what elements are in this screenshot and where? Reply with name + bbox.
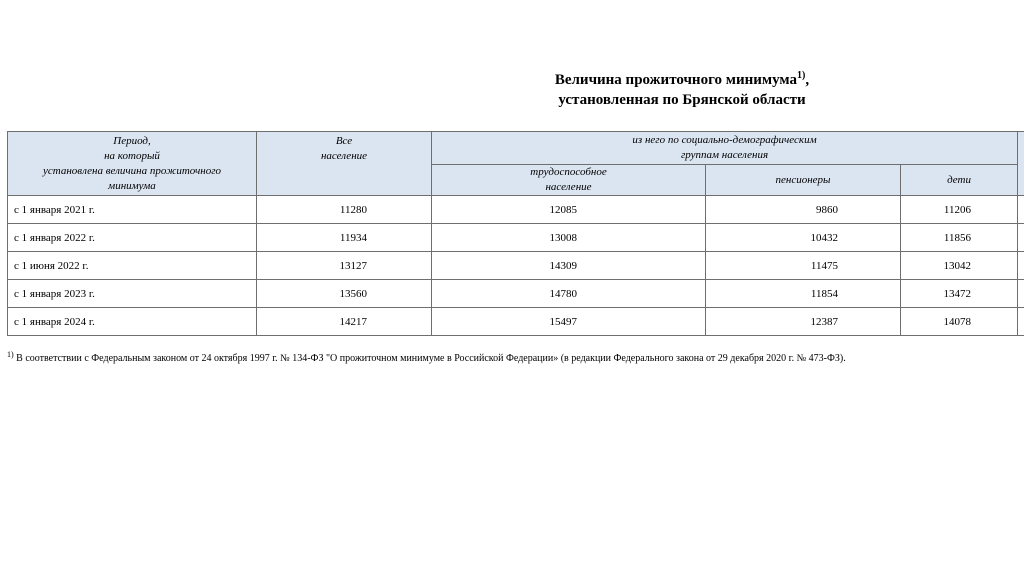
title-line-2: установленная по Брянской области bbox=[558, 92, 806, 108]
cell-children: 13472 bbox=[901, 280, 1018, 308]
cell-working: 14309 bbox=[432, 252, 706, 280]
cell-children: 11856 bbox=[901, 224, 1018, 252]
cell-period: с 1 июня 2022 г. bbox=[8, 252, 257, 280]
title-footnote-marker: 1) bbox=[797, 70, 806, 81]
table-row bbox=[8, 196, 1024, 224]
header-extra-column bbox=[1018, 132, 1024, 196]
cell-all: 14217 bbox=[257, 308, 432, 336]
footnote-text: В соответствии с Федеральным законом от 24 октября 1997 г. № 134-ФЗ "О прожиточном минимуме в Российской Федерации» (в редакции Федерального закона от 29 декабря 2020 г. № 473-ФЗ). bbox=[13, 353, 846, 364]
header-pensioners: пенсионеры bbox=[706, 165, 901, 196]
cell-period: с 1 января 2024 г. bbox=[8, 308, 257, 336]
header-children: дети bbox=[901, 165, 1018, 196]
cell-extra bbox=[1018, 308, 1024, 336]
footnote bbox=[7, 352, 846, 366]
cell-extra bbox=[1018, 252, 1024, 280]
cell-working: 15497 bbox=[432, 308, 706, 336]
title-line-1: Величина прожиточного минимума$^{1)}$, bbox=[554, 70, 810, 88]
cell-period: с 1 января 2023 г. bbox=[8, 280, 257, 308]
cell-extra bbox=[1018, 196, 1024, 224]
footnote-marker: 1) bbox=[7, 350, 14, 359]
cell-working: 13008 bbox=[432, 224, 706, 252]
cell-all: 11280 bbox=[257, 196, 432, 224]
cell-pensioners: 11475 bbox=[706, 252, 901, 280]
table-row bbox=[8, 224, 1024, 252]
cell-children: 14078 bbox=[901, 308, 1018, 336]
cell-all: 13127 bbox=[257, 252, 432, 280]
cell-extra bbox=[1018, 224, 1024, 252]
document-title bbox=[0, 70, 1024, 110]
subsistence-minimum-table bbox=[7, 131, 1024, 336]
cell-pensioners: 12387 bbox=[706, 308, 901, 336]
cell-pensioners: 9860 bbox=[706, 196, 901, 224]
header-working-age: трудоспособное население bbox=[432, 165, 706, 196]
cell-period: с 1 января 2021 г. bbox=[8, 196, 257, 224]
table-row bbox=[8, 308, 1024, 336]
cell-pensioners: 10432 bbox=[706, 224, 901, 252]
cell-all: 11934 bbox=[257, 224, 432, 252]
cell-period: с 1 января 2022 г. bbox=[8, 224, 257, 252]
cell-children: 13042 bbox=[901, 252, 1018, 280]
cell-children: 11206 bbox=[901, 196, 1018, 224]
cell-all: 13560 bbox=[257, 280, 432, 308]
header-demographic-groups: из него по социально-демографическим группам населения bbox=[432, 132, 1018, 165]
table-row bbox=[8, 280, 1024, 308]
header-all-population: Все население bbox=[257, 132, 432, 196]
cell-extra bbox=[1018, 280, 1024, 308]
cell-working: 12085 bbox=[432, 196, 706, 224]
header-period: Период, на который установлена величина прожиточного минимума bbox=[8, 132, 257, 196]
cell-pensioners: 11854 bbox=[706, 280, 901, 308]
cell-working: 14780 bbox=[432, 280, 706, 308]
table-row bbox=[8, 252, 1024, 280]
